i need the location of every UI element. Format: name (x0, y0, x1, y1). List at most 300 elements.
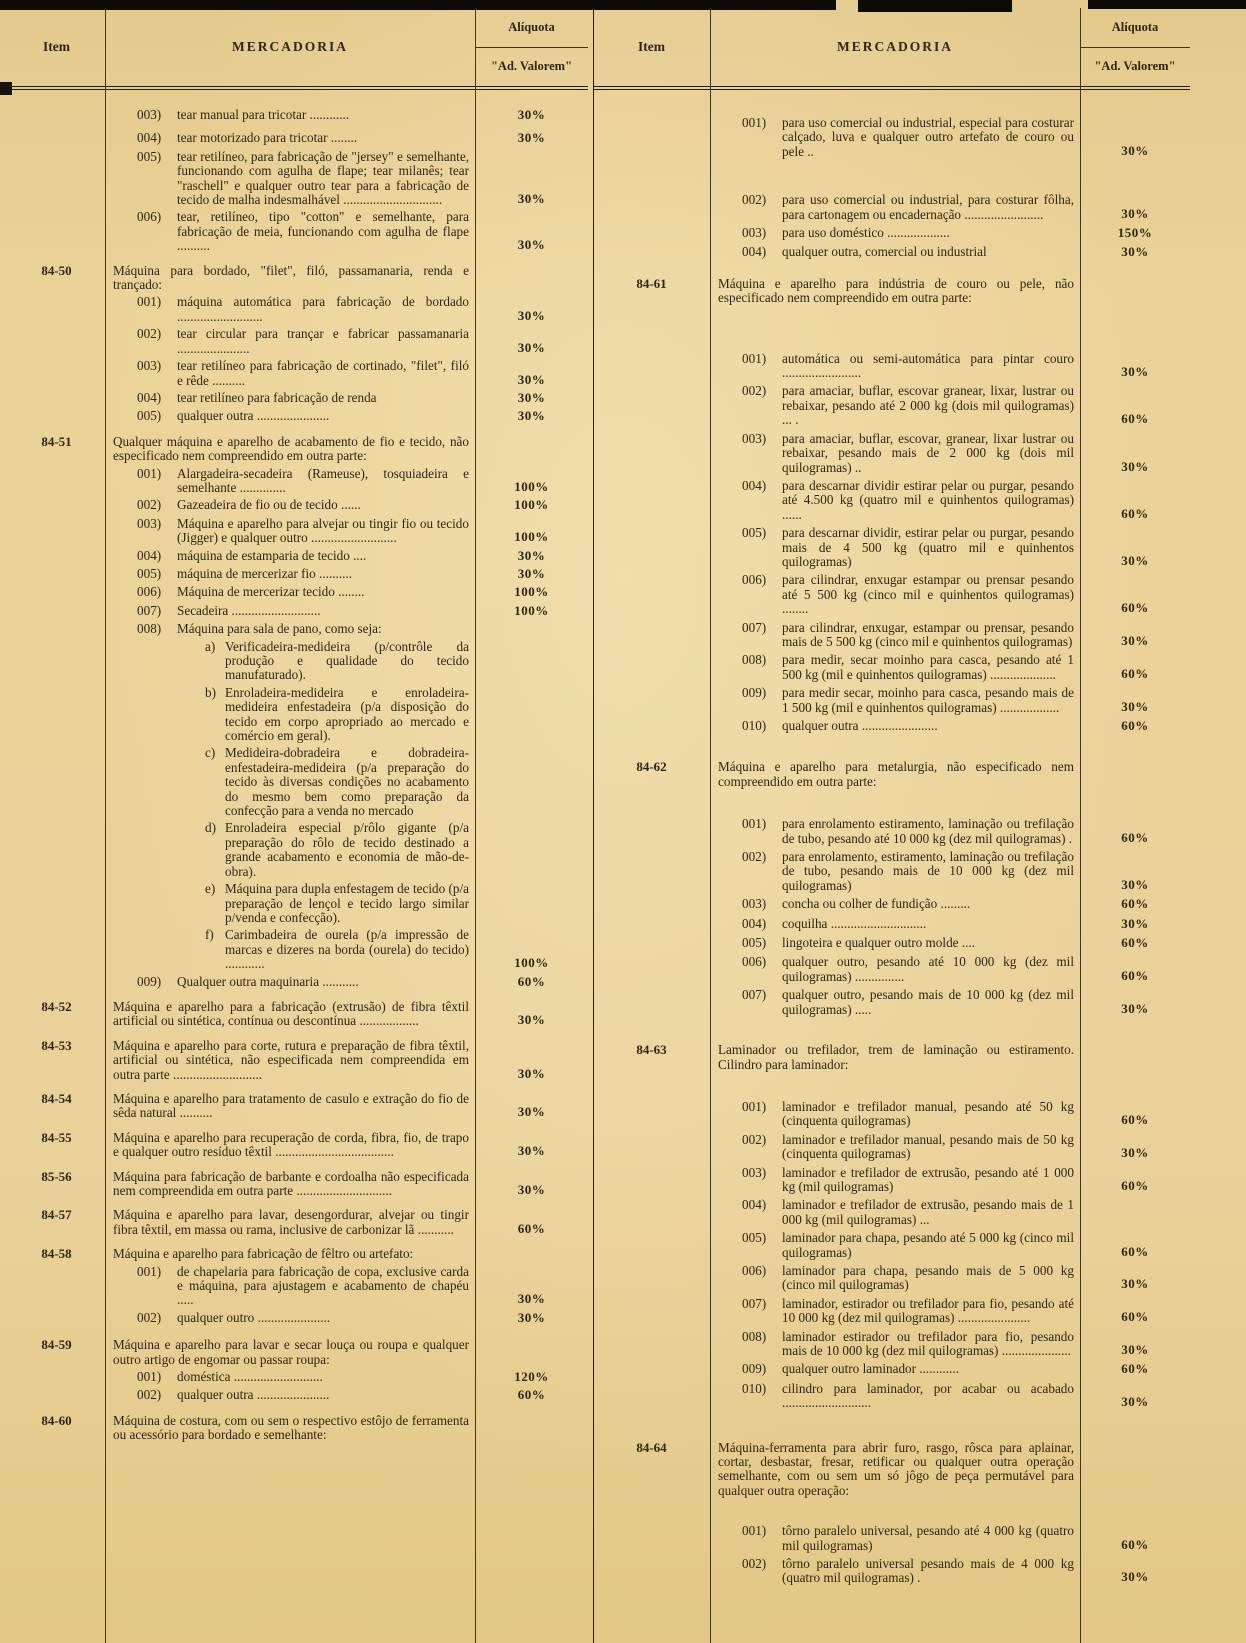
item-code (593, 1166, 710, 1195)
item-code (593, 897, 710, 912)
subitem-number: 001) (137, 294, 162, 310)
item-code (593, 1297, 710, 1326)
item-code (593, 1133, 710, 1162)
merchandise-description: Máquina e aparelho para corte, rutura e preparação de fibra têxtil, artificial ou sintética, não especificada nem compreendida em outra parte ........................... (113, 1037, 469, 1082)
subitem-number: 004) (137, 389, 162, 405)
merchandise-description: 003) laminador e trefilador de extrusão, pesando até 1 000 kg (mil quilogramas) (742, 1164, 1074, 1194)
ad-valorem-rate: 100% (514, 529, 549, 545)
merchandise-description: 001) tôrno paralelo universal, pesando até 4 000 kg (quatro mil quilogramas) (742, 1523, 1074, 1553)
subitem-number: 001) (742, 115, 767, 130)
merchandise-description: Máquina e aparelho para indústria de couro ou pele, não especificado nem compreendido em outra parte: (718, 275, 1074, 306)
item-code (593, 384, 710, 427)
ad-valorem-rate (475, 686, 588, 744)
ad-valorem-rate: 30% (1121, 552, 1149, 568)
subitem-number: 001) (742, 1523, 767, 1539)
merchandise-description: 008) Máquina para sala de pano, como seja: (137, 621, 382, 637)
item-code (593, 1264, 710, 1293)
merchandise-description: 009) Qualquer outra maquinaria ........... (137, 973, 359, 989)
tariff-row (8, 108, 588, 123)
item-code (8, 391, 105, 406)
item-code (8, 467, 105, 496)
ad-valorem-rate: 30% (517, 547, 546, 563)
ad-valorem-rate: 30% (517, 1309, 546, 1325)
ad-valorem-rate: 60% (1121, 1112, 1149, 1128)
subitem-number: 010) (742, 718, 767, 733)
merchandise-description: d) Enroladeira especial p/rôlo gigante (p/a preparação do rôlo de tecido destinado a grande acabamento e economia de mão-de-obra). (205, 820, 469, 879)
item-code: 84-58 (41, 1246, 72, 1262)
subitem-number: 010) (742, 1380, 767, 1396)
tariff-row (8, 498, 588, 513)
subitem-number: 006) (742, 1262, 767, 1278)
merchandise-description: 003) tear retilíneo para fabricação de cortinado, "filet", filó e rêde .......... (137, 358, 469, 388)
merchandise-description: 002) Gazeadeira de fio ou de tecido ...... (137, 497, 361, 513)
tariff-row (593, 988, 1190, 1017)
subitem-number: 004) (742, 1197, 767, 1213)
subitem-number: c) (205, 745, 216, 761)
ad-valorem-rate (475, 821, 588, 879)
ad-valorem-rate: 60% (1121, 505, 1149, 521)
item-code (593, 479, 710, 522)
merchandise-description: 005) tear retilíneo, para fabricação de "jersey" e semelhante, funcionando com agulha de flape; tear milanês; tear "raschell" e qualquer outro tear para a fabricação de tecido de malha indesmalhável .............................. (137, 148, 469, 208)
tariff-row-84-57 (8, 1208, 588, 1237)
tariff-row-84-64 (593, 1441, 1190, 1499)
item-code (8, 1265, 105, 1308)
subitem-number: 006) (137, 209, 162, 225)
item-code: 84-63 (636, 1042, 667, 1058)
tariff-row (8, 295, 588, 324)
subitem-number: 001) (742, 350, 767, 366)
column-header-mercadoria: MERCADORIA (837, 39, 953, 54)
tariff-row (593, 955, 1190, 984)
ad-valorem-rate: 30% (1121, 1394, 1149, 1410)
merchandise-description: c) Medideira-dobradeira e dobradeira-enfestadeira-medideira (p/a preparação do tecido às diversas condições no acabamento do mesmo bem como preparação da confecção para a venda no mercado (205, 745, 469, 819)
tariff-row (8, 210, 588, 253)
tariff-row (593, 1198, 1190, 1227)
merchandise-description: 004) qualquer outra, comercial ou industrial (742, 244, 987, 260)
tariff-row (8, 517, 588, 546)
ad-valorem-rate: 30% (517, 1065, 546, 1081)
merchandise-description: 005) para descarnar dividir, estirar pelar ou purgar, pesando mais de 4 500 kg (quatro mil e quinhentos quilogramas) (742, 525, 1074, 569)
subitem-number: 003) (742, 896, 767, 912)
ad-valorem-rate: 30% (517, 565, 546, 581)
merchandise-description: 002) tôrno paralelo universal pesando mais de 4 000 kg (quatro mil quilogramas) . (742, 1556, 1074, 1586)
column-header-aliquota (1080, 8, 1190, 86)
tariff-row (593, 1100, 1190, 1129)
tariff-row (593, 686, 1190, 715)
tariff-row (593, 1362, 1190, 1377)
tariff-row (593, 226, 1190, 241)
aliquota-header-line2: "Ad. Valorem" (1094, 59, 1176, 74)
item-code: 84-62 (636, 759, 667, 775)
subitem-number: 006) (137, 584, 162, 600)
merchandise-description: 009) qualquer outro laminador ............ (742, 1361, 959, 1377)
tariff-row-84-62 (593, 760, 1190, 789)
tariff-row (593, 1231, 1190, 1260)
item-code (593, 193, 710, 222)
ad-valorem-rate: 30% (1121, 244, 1149, 260)
ad-valorem-rate: 100% (514, 584, 549, 600)
merchandise-description: Máquina e aparelho para tratamento de casulo e extração do fio de sêda natural .......... (113, 1090, 469, 1121)
item-code (593, 116, 710, 159)
tariff-row (8, 1265, 588, 1308)
item-code (593, 621, 710, 650)
ad-valorem-rate (475, 264, 588, 293)
subitem-number: 003) (742, 1164, 767, 1180)
tariff-row (8, 882, 588, 925)
item-code (8, 686, 105, 744)
ad-valorem-rate: 30% (517, 408, 546, 424)
item-code: 84-61 (636, 275, 667, 291)
merchandise-description: b) Enroladeira-medideira e enroladeira-medideira enfestadeira (p/a disposição do tecido em corpo apropriado ao mercado e comércio em geral). (205, 684, 469, 744)
column-divider (105, 8, 106, 1643)
ad-valorem-rate: 60% (1121, 411, 1149, 427)
item-code (593, 1231, 710, 1260)
merchandise-description: 003) para amaciar, buflar, escovar, granear, lixar lustrar ou rebaixar, pesando mais de 2 000 kg (dois mil quilogramas) .. (742, 430, 1074, 475)
tariff-row (593, 352, 1190, 381)
tariff-row (8, 622, 588, 636)
item-code (8, 517, 105, 546)
subitem-number: 002) (742, 383, 767, 399)
subitem-number: 005) (137, 148, 162, 164)
ad-valorem-rate: 60% (1121, 1536, 1149, 1552)
tariff-row (8, 327, 588, 356)
ad-valorem-rate: 30% (1121, 876, 1149, 892)
item-code: 84-64 (636, 1439, 667, 1455)
merchandise-description: 004) para descarnar dividir estirar pelar ou purgar, pesando até 4.500 kg (quatro mil e quinhentos quilogramas) ...... (742, 477, 1074, 522)
merchandise-description: 004) tear motorizado para tricotar ........ (137, 130, 358, 146)
column-header-mercadoria: MERCADORIA (232, 39, 348, 54)
subitem-number: 002) (742, 849, 767, 865)
merchandise-description: 007) Secadeira ........................... (137, 602, 321, 618)
table-header (593, 8, 1190, 90)
tariff-row-84-63 (593, 1043, 1190, 1072)
item-code (8, 498, 105, 513)
tariff-row (8, 975, 588, 990)
subitem-number: 004) (137, 130, 162, 146)
subitem-number: 001) (742, 1098, 767, 1114)
subitem-number: 001) (137, 1369, 162, 1385)
item-code: 84-53 (41, 1037, 72, 1053)
ad-valorem-rate: 60% (1121, 1177, 1149, 1193)
merchandise-description: a) Verificadeira-medideira (p/contrôle da produção e qualidade do tecido manufaturado). (205, 638, 469, 683)
item-code: 85-56 (41, 1168, 72, 1184)
tariff-row (593, 1133, 1190, 1162)
subitem-number: 007) (742, 619, 767, 635)
ad-valorem-rate (475, 1414, 588, 1443)
tariff-row (8, 585, 588, 600)
tariff-row-84-59 (8, 1338, 588, 1367)
item-code: 84-60 (41, 1412, 72, 1428)
tariff-table-left (8, 8, 588, 1643)
tariff-row-85-56 (8, 1170, 588, 1199)
subitem-number: 005) (137, 565, 162, 581)
item-code (8, 1311, 105, 1326)
tariff-row (593, 432, 1190, 475)
tariff-row (8, 567, 588, 582)
item-code (8, 640, 105, 683)
ad-valorem-rate: 30% (1121, 364, 1149, 380)
merchandise-description: 001) para enrolamento estiramento, laminação ou trefilação de tubo, pesando até 10 000 kg (dez mil quilogramas) . (742, 816, 1074, 846)
tariff-row (8, 359, 588, 388)
item-code (8, 928, 105, 971)
ad-valorem-rate: 30% (1121, 915, 1149, 931)
ad-valorem-rate (1080, 760, 1190, 789)
tariff-row (593, 817, 1190, 846)
tariff-row-84-52 (8, 1000, 588, 1029)
tariff-row (593, 479, 1190, 522)
ad-valorem-rate (475, 1247, 588, 1261)
item-code (593, 955, 710, 984)
left-table-body (8, 90, 588, 1443)
aliquota-header-line2: "Ad. Valorem" (490, 59, 573, 74)
ad-valorem-rate: 150% (1117, 225, 1153, 241)
ad-valorem-rate: 60% (1121, 896, 1149, 912)
ad-valorem-rate: 60% (1121, 967, 1149, 983)
tariff-row (8, 686, 588, 744)
subitem-number: 002) (742, 192, 767, 208)
merchandise-description: 003) Máquina e aparelho para alvejar ou tingir fio ou tecido (Jigger) e qualquer outro .......................... (137, 515, 469, 546)
merchandise-description: 007) qualquer outro, pesando mais de 10 000 kg (dez mil quilogramas) ..... (742, 987, 1074, 1017)
subitem-number: f) (205, 927, 214, 943)
subitem-number: a) (205, 638, 216, 654)
ad-valorem-rate: 100% (514, 955, 549, 971)
tariff-row (8, 604, 588, 619)
item-code (593, 226, 710, 241)
merchandise-description: 005) máquina de mercerizar fio .......... (137, 565, 353, 581)
ad-valorem-rate: 60% (1121, 1243, 1149, 1259)
tariff-row (8, 1388, 588, 1403)
ad-valorem-rate: 30% (517, 389, 546, 405)
subitem-number: 001) (742, 816, 767, 832)
merchandise-description: Laminador ou trefilador, trem de laminação ou estiramento. Cilindro para laminador: (718, 1042, 1074, 1072)
merchandise-description: Máquina e aparelho para lavar e secar louça ou roupa e qualquer outro artigo de engomar ou passar roupa: (113, 1337, 469, 1367)
merchandise-description: 004) tear retilíneo para fabricação de renda (137, 389, 377, 405)
item-code (8, 108, 105, 123)
tariff-row (593, 1264, 1190, 1293)
ad-valorem-rate: 60% (1121, 1309, 1149, 1325)
item-code (593, 1362, 710, 1377)
merchandise-description: 002) qualquer outro ...................... (137, 1309, 331, 1325)
ad-valorem-rate: 30% (1121, 205, 1149, 221)
item-code (593, 526, 710, 569)
ad-valorem-rate: 30% (1121, 698, 1149, 714)
subitem-number: 003) (137, 358, 162, 374)
ad-valorem-rate: 30% (517, 371, 546, 387)
item-code (8, 821, 105, 879)
ad-valorem-rate: 30% (1121, 458, 1149, 474)
item-code (8, 409, 105, 424)
tariff-row-84-51 (8, 435, 588, 464)
merchandise-description: Máquina e aparelho para recuperação de corda, fibra, fio, de trapo e qualquer outro resíduo têxtil .................................... (113, 1129, 469, 1160)
merchandise-description: 002) laminador e trefilador manual, pesando mais de 50 kg (cinquenta quilogramas) (742, 1131, 1074, 1162)
merchandise-description: 005) laminador para chapa, pesando até 5 000 kg (cinco mil quilogramas) (742, 1230, 1074, 1260)
subitem-number: 004) (742, 244, 767, 260)
merchandise-description: f) Carimbadeira de ourela (p/a impressão de marcas e dizeres na borda (ourela) do tecido) ............ (205, 927, 469, 972)
table-header (8, 8, 588, 90)
item-code (8, 567, 105, 582)
column-header-item: Item (638, 39, 665, 54)
ad-valorem-rate (1080, 1441, 1190, 1499)
aliquota-header-line1: Alíquota (1080, 8, 1190, 48)
subitem-number: 005) (137, 408, 162, 424)
merchandise-description: 010) qualquer outra ....................... (742, 718, 938, 733)
merchandise-description: 006) Máquina de mercerizar tecido ........ (137, 584, 365, 600)
tariff-row-84-61 (593, 277, 1190, 306)
tariff-row (593, 621, 1190, 650)
subitem-number: 002) (137, 1309, 162, 1325)
subitem-number: 006) (742, 572, 767, 588)
merchandise-description: Máquina e aparelho para fabricação de fêltro ou artefato: (113, 1246, 414, 1262)
aliquota-header-line1: Alíquota (475, 8, 588, 48)
tariff-row (8, 409, 588, 424)
item-code (8, 210, 105, 253)
subitem-number: 001) (137, 1263, 162, 1279)
ad-valorem-rate: 30% (517, 339, 546, 355)
merchandise-description: 005) qualquer outra ...................... (137, 408, 330, 424)
merchandise-description: 001) laminador e trefilador manual, pesando até 50 kg (cinquenta quilogramas) (742, 1098, 1074, 1129)
ad-valorem-rate: 30% (1121, 632, 1149, 648)
page-center-divider (593, 8, 594, 1643)
item-code (8, 622, 105, 636)
tariff-row (593, 850, 1190, 893)
ad-valorem-rate: 100% (514, 497, 549, 513)
item-code: 84-59 (41, 1337, 72, 1353)
subitem-number: 008) (742, 652, 767, 668)
ad-valorem-rate: 30% (1121, 1342, 1149, 1357)
item-code: 84-57 (41, 1207, 72, 1223)
tariff-row (593, 1166, 1190, 1195)
item-code (8, 746, 105, 818)
ad-valorem-rate: 60% (1121, 935, 1149, 951)
item-code (8, 604, 105, 619)
ad-valorem-rate: 30% (517, 191, 546, 207)
subitem-number: 008) (137, 621, 162, 637)
item-code (593, 1198, 710, 1227)
merchandise-description: 002) para enrolamento, estiramento, laminação ou trefilação de tubo, pesando mais de 10 000 kg (dez mil quilogramas) (742, 849, 1074, 893)
tariff-row (8, 1370, 588, 1385)
ad-valorem-rate: 30% (517, 1182, 546, 1197)
merchandise-description: 006) tear, retilíneo, tipo "cotton" e semelhante, para fabricação de meia, funcionando com agulha de flape .......... (137, 209, 469, 254)
item-code (593, 1330, 710, 1359)
subitem-number: 009) (137, 973, 162, 989)
subitem-number: 003) (742, 225, 767, 241)
item-code (8, 295, 105, 324)
ad-valorem-rate (475, 435, 588, 464)
subitem-number: e) (205, 881, 216, 897)
ad-valorem-rate: 60% (517, 973, 546, 989)
item-code: 84-54 (41, 1090, 72, 1106)
subitem-number: d) (205, 820, 216, 836)
merchandise-description: 001) para uso comercial ou industrial, especial para costurar calçado, luva e qualquer outro artefato de couro ou pele .. (742, 115, 1074, 159)
tariff-row (8, 467, 588, 496)
subitem-number: 003) (137, 515, 162, 531)
subitem-number: 003) (742, 430, 767, 446)
item-code (593, 686, 710, 715)
merchandise-description: 001) de chapelaria para fabricação de copa, exclusive carda e máquina, para ajustagem e acabamento de chapéu ..... (137, 1263, 469, 1308)
subitem-number: 004) (742, 477, 767, 493)
ad-valorem-rate: 60% (1121, 829, 1149, 845)
subitem-number: 002) (742, 1556, 767, 1572)
merchandise-description: 003) para uso doméstico ................... (742, 225, 950, 241)
tariff-row (8, 391, 588, 406)
ad-valorem-rate: 30% (517, 307, 546, 323)
subitem-number: 002) (742, 1131, 767, 1147)
ad-valorem-rate (475, 746, 588, 818)
merchandise-description: Máquina para bordado, "filet", filó, passamanaria, renda e trançado: (113, 262, 469, 293)
tariff-row-84-50 (8, 264, 588, 293)
item-code (593, 988, 710, 1017)
item-code (8, 131, 105, 146)
tariff-row (593, 384, 1190, 427)
merchandise-description: 006) para cilindrar, enxugar estampar ou prensar pesando até 5 500 kg (cinco mil e quinhentos quilogramas) ........ (742, 572, 1074, 617)
subitem-number: 007) (742, 987, 767, 1003)
item-code (593, 936, 710, 951)
ad-valorem-rate: 30% (1121, 1145, 1149, 1161)
merchandise-description: 006) qualquer outro, pesando até 10 000 kg (dez mil quilogramas) ............... (742, 954, 1074, 984)
column-divider (475, 8, 476, 1643)
ad-valorem-rate (1080, 277, 1190, 306)
item-code (593, 245, 710, 260)
subitem-number: 005) (742, 935, 767, 951)
item-code (593, 1100, 710, 1129)
ad-valorem-rate: 30% (1121, 1569, 1149, 1585)
tariff-row (593, 1557, 1190, 1586)
ad-valorem-rate: 30% (517, 1291, 546, 1307)
ad-valorem-rate: 30% (517, 1143, 546, 1159)
item-code (593, 817, 710, 846)
merchandise-description: 002) para uso comercial ou industrial, para costurar fôlha, para cartonagem ou encadernação ........................ (742, 192, 1074, 222)
ad-valorem-rate: 30% (517, 130, 546, 146)
merchandise-description: Máquina de costura, com ou sem o respectivo estôjo de ferramenta ou acessório para bordado e semelhante: (113, 1412, 469, 1443)
item-code: 84-55 (41, 1129, 72, 1145)
tariff-row (593, 1524, 1190, 1553)
ad-valorem-rate: 30% (517, 237, 546, 253)
subitem-number: 006) (742, 954, 767, 970)
merchandise-description: e) Máquina para dupla enfestagem de tecido (p/a preparação de lençol e tecido largo similar p/venda e confecção). (205, 881, 469, 925)
ad-valorem-rate: 30% (517, 1012, 546, 1028)
item-code (8, 882, 105, 925)
item-code (8, 150, 105, 208)
tariff-row (593, 193, 1190, 222)
tariff-row (8, 1311, 588, 1326)
merchandise-description: 003) concha ou colher de fundição ......... (742, 896, 971, 912)
subitem-number: 007) (742, 1295, 767, 1311)
merchandise-description: 008) laminador estirador ou trefilador para fio, pesando mais de 10 000 kg (dez mil quilogramas) ..................... (742, 1328, 1074, 1358)
tariff-row (8, 640, 588, 683)
merchandise-description: Máquina-ferramenta para abrir furo, rasgo, rôsca para aplainar, cortar, desbastar, fresar, retificar ou qualquer outra operação semelhante, com ou sem um só jôgo de peça permutável para qualquer outra operação: (718, 1439, 1074, 1498)
ad-valorem-rate: 30% (1121, 1000, 1149, 1016)
tariff-row (8, 928, 588, 971)
item-code (593, 1382, 710, 1411)
subitem-number: 001) (137, 465, 162, 481)
subitem-number: 002) (137, 326, 162, 342)
ad-valorem-rate (475, 882, 588, 925)
merchandise-description: 004) coquilha ............................. (742, 915, 927, 931)
tariff-row (593, 1297, 1190, 1326)
ad-valorem-rate: 60% (1121, 665, 1149, 681)
item-code: 84-50 (41, 262, 72, 278)
tariff-row (593, 653, 1190, 682)
merchandise-description: 007) laminador, estirador ou trefilador para fio, pesando até 10 000 kg (dez mil quilogramas) ...................... (742, 1295, 1074, 1326)
tariff-row (593, 116, 1190, 159)
ad-valorem-rate (1080, 1043, 1190, 1072)
item-code (8, 359, 105, 388)
item-code (593, 653, 710, 682)
item-code (593, 850, 710, 893)
item-code (8, 975, 105, 990)
ad-valorem-rate: 60% (517, 1220, 546, 1236)
merchandise-description: 007) para cilindrar, enxugar, estampar ou prensar, pesando mais de 5 500 kg (cinco mil e quinhentos quilogramas) (742, 619, 1074, 649)
